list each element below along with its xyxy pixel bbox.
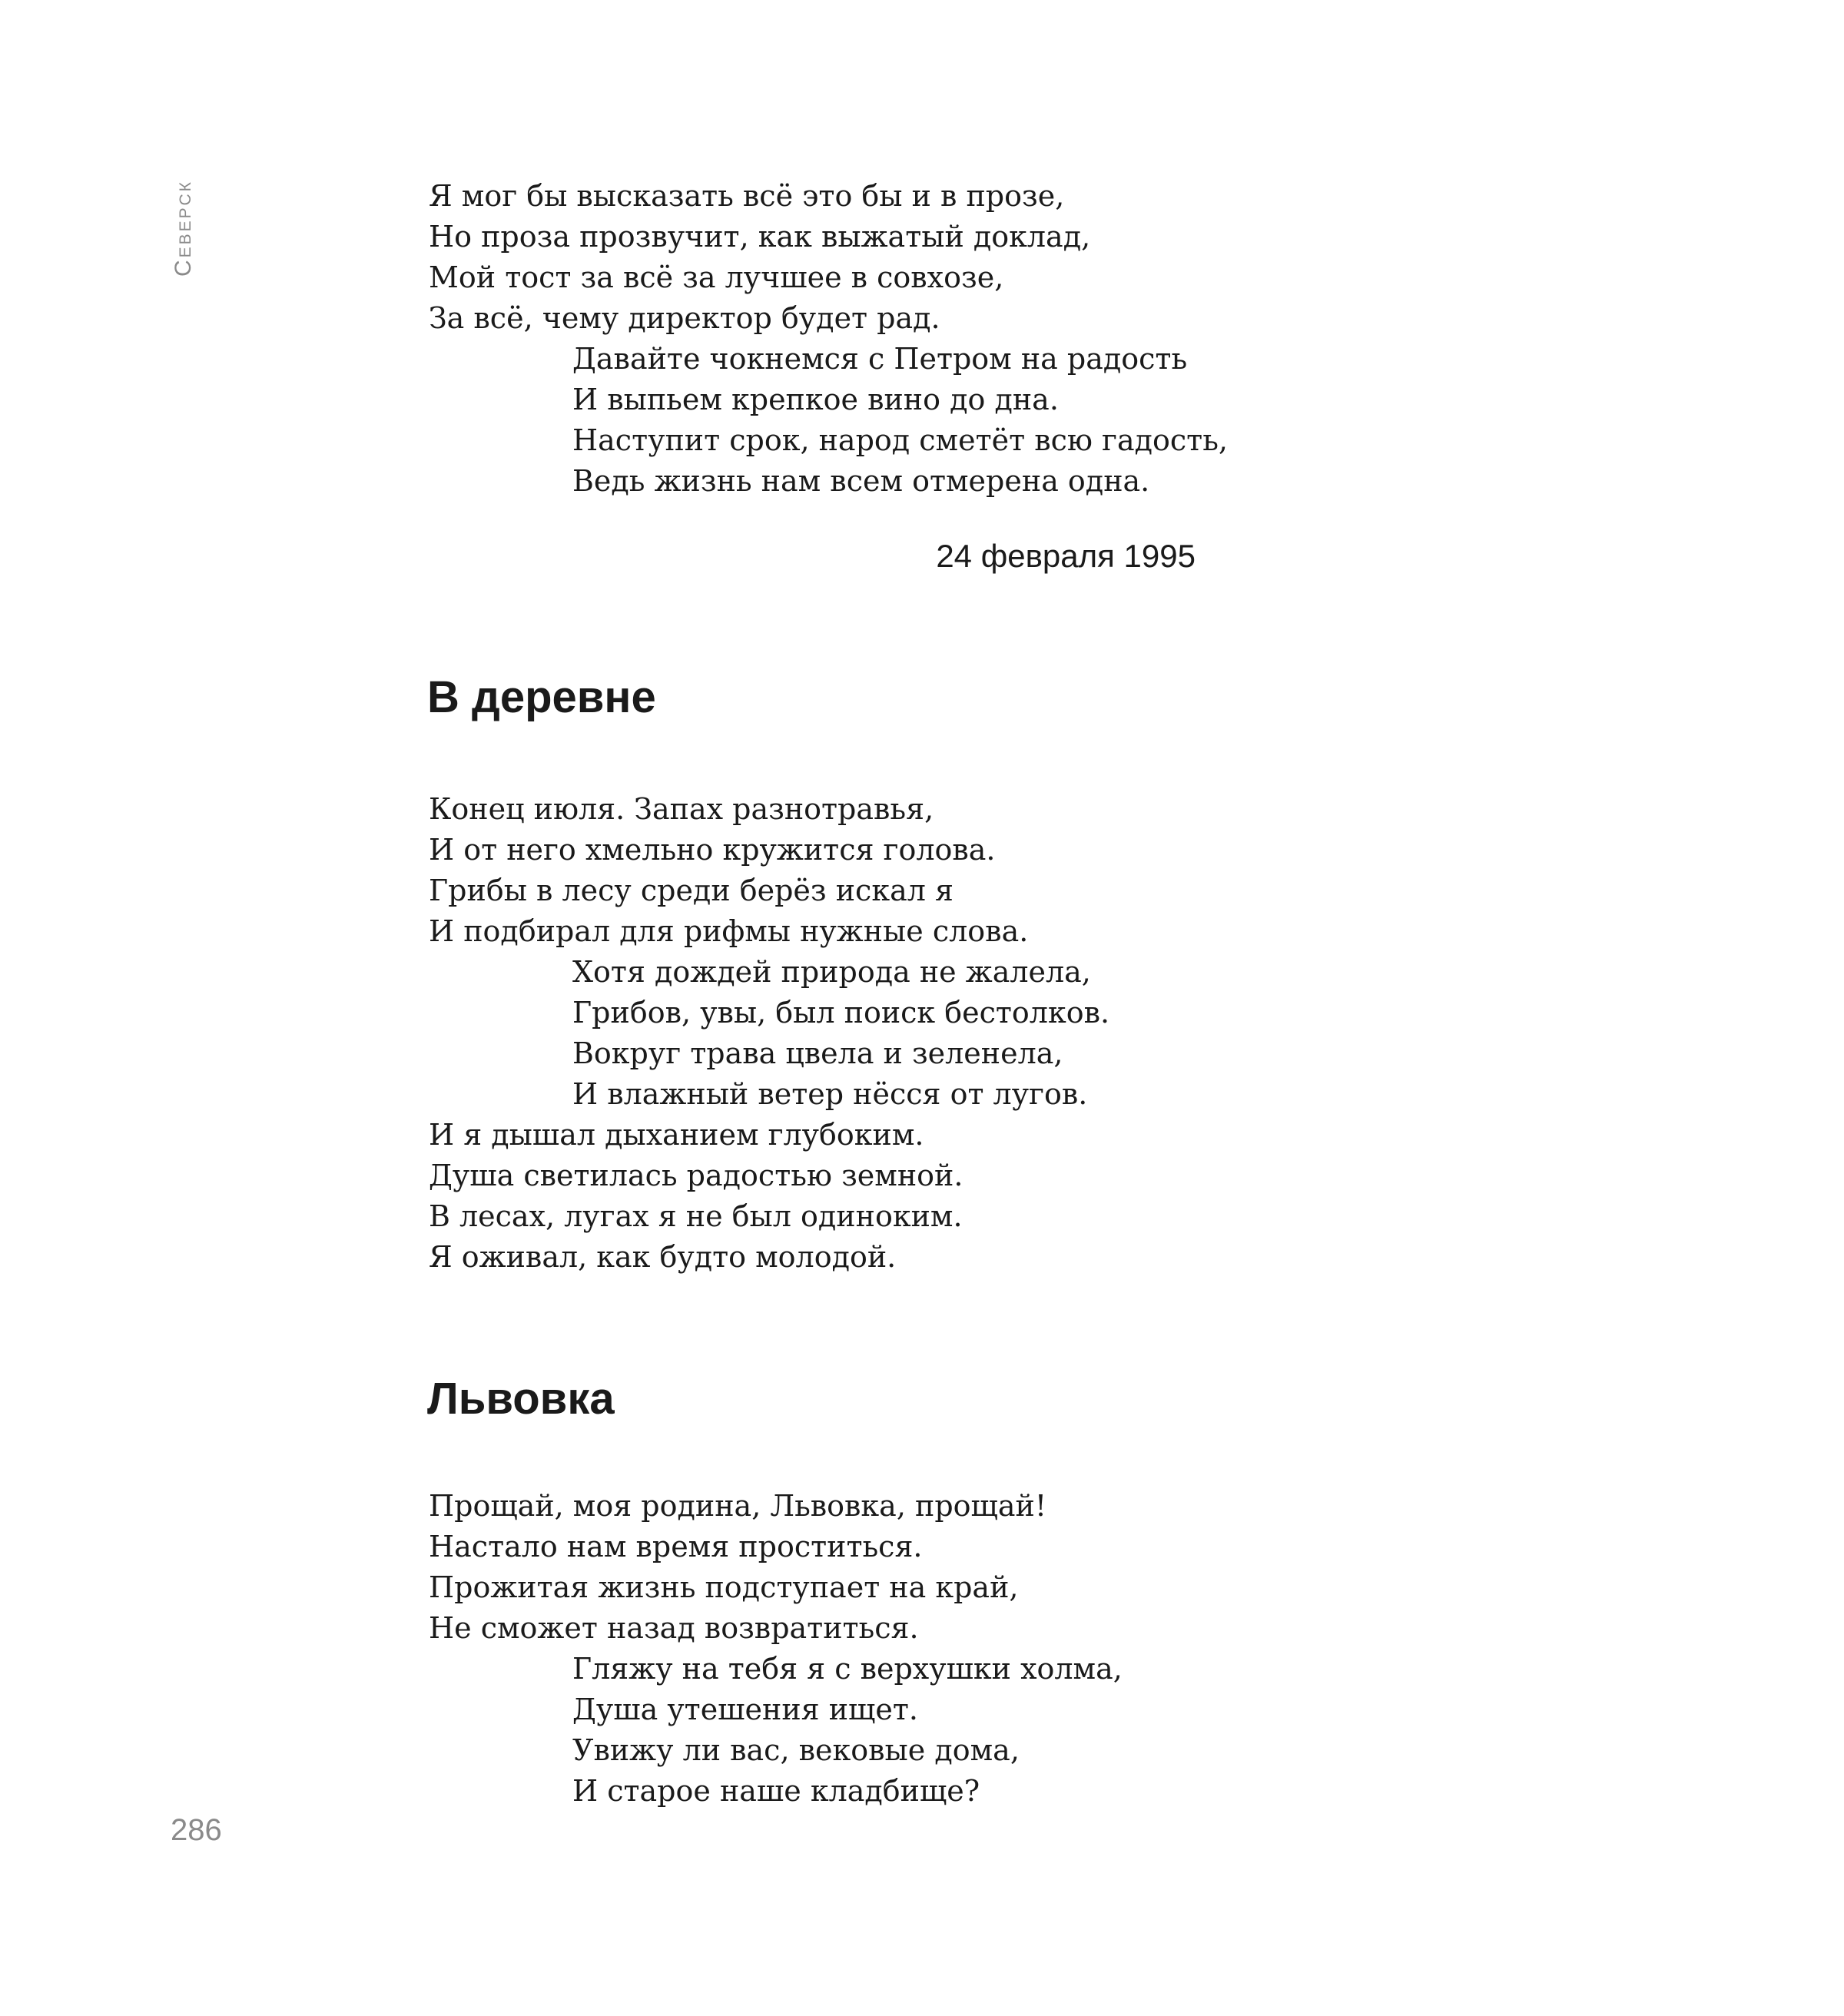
verse-line: И я дышал дыханием глубоким. <box>429 1118 924 1152</box>
verse-line: Прощай, моя родина, Львовка, прощай! <box>429 1489 1047 1523</box>
verse-line: И старое наше кладбище? <box>572 1774 980 1808</box>
verse-line: Грибы в лесу среди берёз искал я <box>429 874 954 907</box>
verse-line: Ведь жизнь нам всем отмерена одна. <box>572 464 1150 498</box>
verse-line: Гляжу на тебя я с верхушки холма, <box>572 1652 1123 1686</box>
verse-line: За всё, чему директор будет рад. <box>429 301 940 335</box>
poem-2-stanza-3 <box>429 1115 1109 1278</box>
verse-line: Не сможет назад возвратиться. <box>429 1611 919 1645</box>
poem-3 <box>429 1486 1123 1812</box>
verse-line: Хотя дождей природа не жалела, <box>572 955 1091 989</box>
poem-1 <box>429 176 1228 502</box>
verse-line: Прожитая жизнь подступает на край, <box>429 1570 1019 1604</box>
verse-line: Конец июля. Запах разнотравья, <box>429 792 934 826</box>
verse-line: Давайте чокнемся с Петром на радость <box>572 342 1188 376</box>
verse-line: Но проза прозвучит, как выжатый доклад, <box>429 220 1091 254</box>
verse-line: Грибов, увы, был поиск бестолков. <box>572 996 1110 1030</box>
poem-3-stanza-1 <box>429 1486 1123 1649</box>
verse-line: И выпьем крепкое вино до дна. <box>572 383 1059 416</box>
page-number: 286 <box>171 1813 222 1847</box>
poem-date: 24 февраля 1995 <box>936 538 1196 574</box>
verse-line: И влажный ветер нёсся от лугов. <box>572 1077 1088 1111</box>
verse-line: Я мог бы высказать всё это бы и в прозе, <box>429 179 1065 213</box>
poem-3-stanza-2 <box>429 1649 1123 1812</box>
verse-line: Душа светилась радостью земной. <box>429 1159 963 1192</box>
verse-line: Настало нам время проститься. <box>429 1530 923 1563</box>
poem-title: В деревне <box>427 672 656 722</box>
verse-line: Увижу ли вас, вековые дома, <box>572 1733 1020 1767</box>
running-head: Северск <box>171 180 196 277</box>
poem-1-stanza-1 <box>429 176 1228 339</box>
verse-line: Душа утешения ищет. <box>572 1693 918 1726</box>
poem-title: Львовка <box>427 1374 615 1424</box>
poem-2-stanza-1 <box>429 789 1109 952</box>
verse-line: И от него хмельно кружится голова. <box>429 833 996 867</box>
verse-line: В лесах, лугах я не был одиноким. <box>429 1199 963 1233</box>
poem-2 <box>429 789 1109 1278</box>
verse-line: Вокруг трава цвела и зеленела, <box>572 1036 1063 1070</box>
poem-1-stanza-2 <box>429 339 1228 502</box>
poem-2-stanza-2 <box>429 952 1109 1115</box>
verse-line: Наступит срок, народ сметёт всю гадость, <box>572 423 1228 457</box>
verse-line: Мой тост за всё за лучшее в совхозе, <box>429 260 1004 294</box>
verse-line: И подбирал для рифмы нужные слова. <box>429 914 1029 948</box>
verse-line: Я оживал, как будто молодой. <box>429 1240 897 1274</box>
